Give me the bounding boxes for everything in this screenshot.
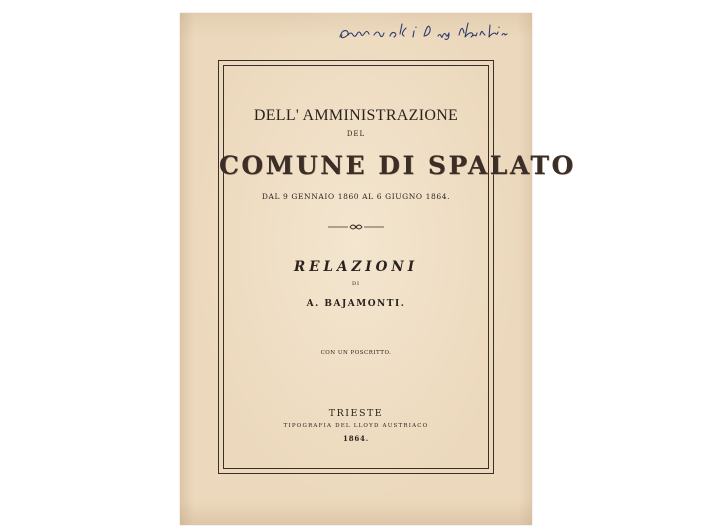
postscript-note: CON UN POSCRITTO. xyxy=(320,350,392,356)
title-line-2: DEL xyxy=(346,130,366,138)
title-line-1: DELL' AMMINISTRAZIONE xyxy=(253,107,459,124)
ornament-divider xyxy=(326,222,386,232)
publisher-name: TIPOGRAFIA DEL LLOYD AUSTRIACO xyxy=(283,423,429,429)
handwritten-inscription xyxy=(334,15,524,45)
book-cover xyxy=(180,13,576,525)
section-title: RELAZIONI xyxy=(293,259,419,275)
date-range: DAL 9 GENNAIO 1860 AL 6 GIUGNO 1864. xyxy=(261,192,451,201)
publisher-city: TRIESTE xyxy=(328,408,384,419)
page-border xyxy=(218,60,576,474)
main-title: COMUNE DI SPALATO xyxy=(219,151,576,180)
publication-year: 1864. xyxy=(343,434,369,443)
author: A. BAJAMONTI. xyxy=(306,299,406,309)
by-word: DI xyxy=(352,281,360,287)
